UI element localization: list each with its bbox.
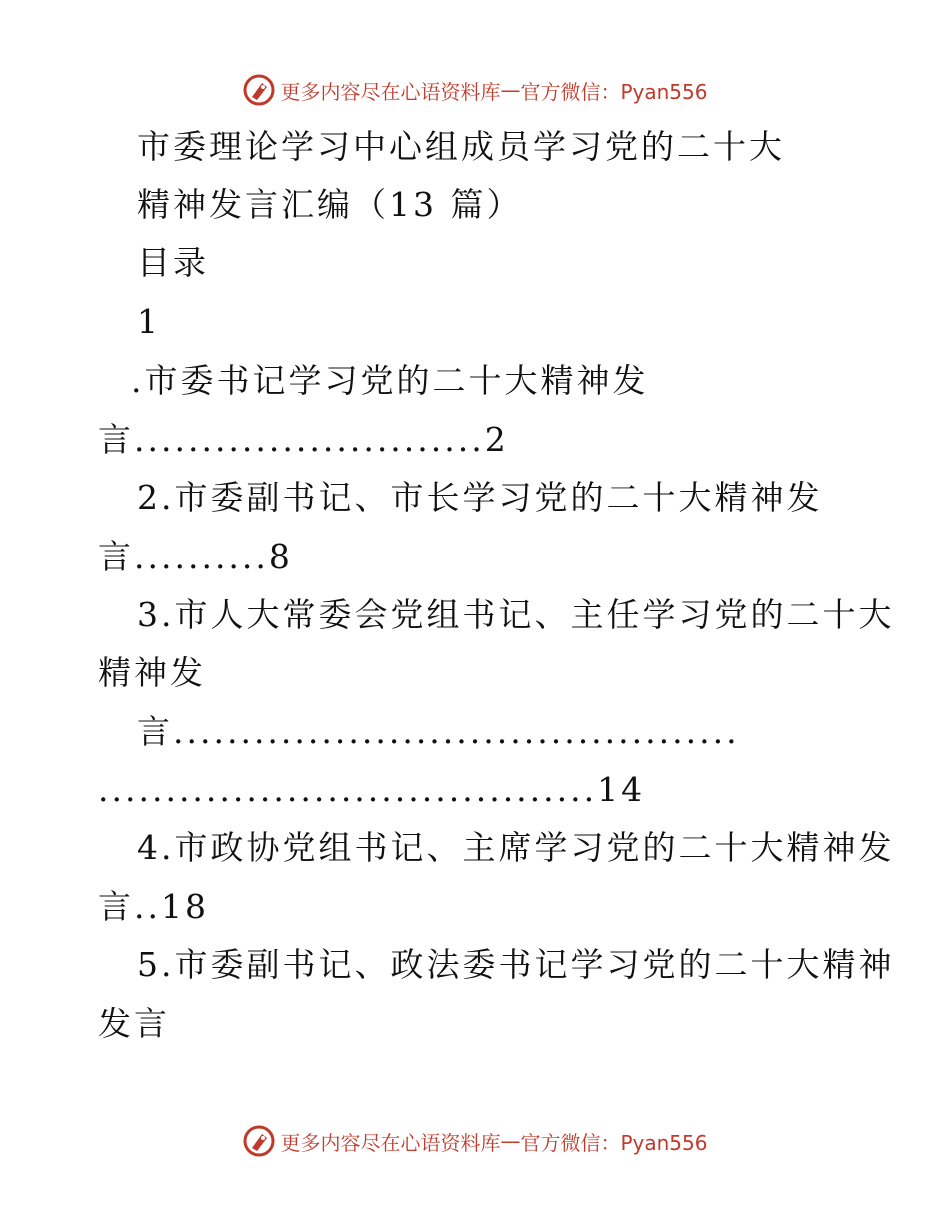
pen-nib-logo-icon <box>242 1124 276 1158</box>
toc-entry-3-title-cont: 精神发 <box>98 653 206 692</box>
toc-entry-4-leader: 言..18 <box>98 887 209 926</box>
toc-entry-2-leader: 言..........8 <box>98 537 293 576</box>
toc-heading: 目录 <box>137 243 209 282</box>
banner-dash: — <box>500 78 521 102</box>
toc-entry-3-leader-cont: .....................................14 <box>98 770 646 809</box>
banner-dash: — <box>500 1129 521 1153</box>
document-title-line-1: 市委理论学习中心组成员学习党的二十大 <box>137 127 785 166</box>
toc-entry-5-title-cont: 发言 <box>98 1004 170 1043</box>
toc-entry-3-title: 3.市人大常委会党组书记、主任学习党的二十大 <box>137 595 895 634</box>
toc-entry-4-title: 4.市政协党组书记、主席学习党的二十大精神发 <box>137 828 895 867</box>
toc-entry-2-title: 2.市委副书记、市长学习党的二十大精神发 <box>137 478 823 517</box>
banner-wechat-text: 官方微信：Pyan556 <box>520 1130 708 1155</box>
header-banner <box>0 70 950 110</box>
footer-banner <box>0 1121 950 1161</box>
toc-entry-3-leader: 言.......................................... <box>137 712 740 751</box>
toc-entry-5-title: 5.市委副书记、政法委书记学习党的二十大精神 <box>137 945 895 984</box>
banner-main-text: 更多内容尽在心语资料库 <box>280 1130 501 1155</box>
toc-entry-1-leader: 言..........................2 <box>98 420 509 459</box>
banner-wechat-text: 官方微信：Pyan556 <box>520 79 708 104</box>
document-title-line-2: 精神发言汇编（13 篇） <box>137 185 523 224</box>
banner-main-text: 更多内容尽在心语资料库 <box>280 79 501 104</box>
pen-nib-logo-icon <box>242 73 276 107</box>
toc-entry-1-title: .市委书记学习党的二十大精神发 <box>131 361 649 400</box>
toc-number-1: 1 <box>137 302 161 341</box>
